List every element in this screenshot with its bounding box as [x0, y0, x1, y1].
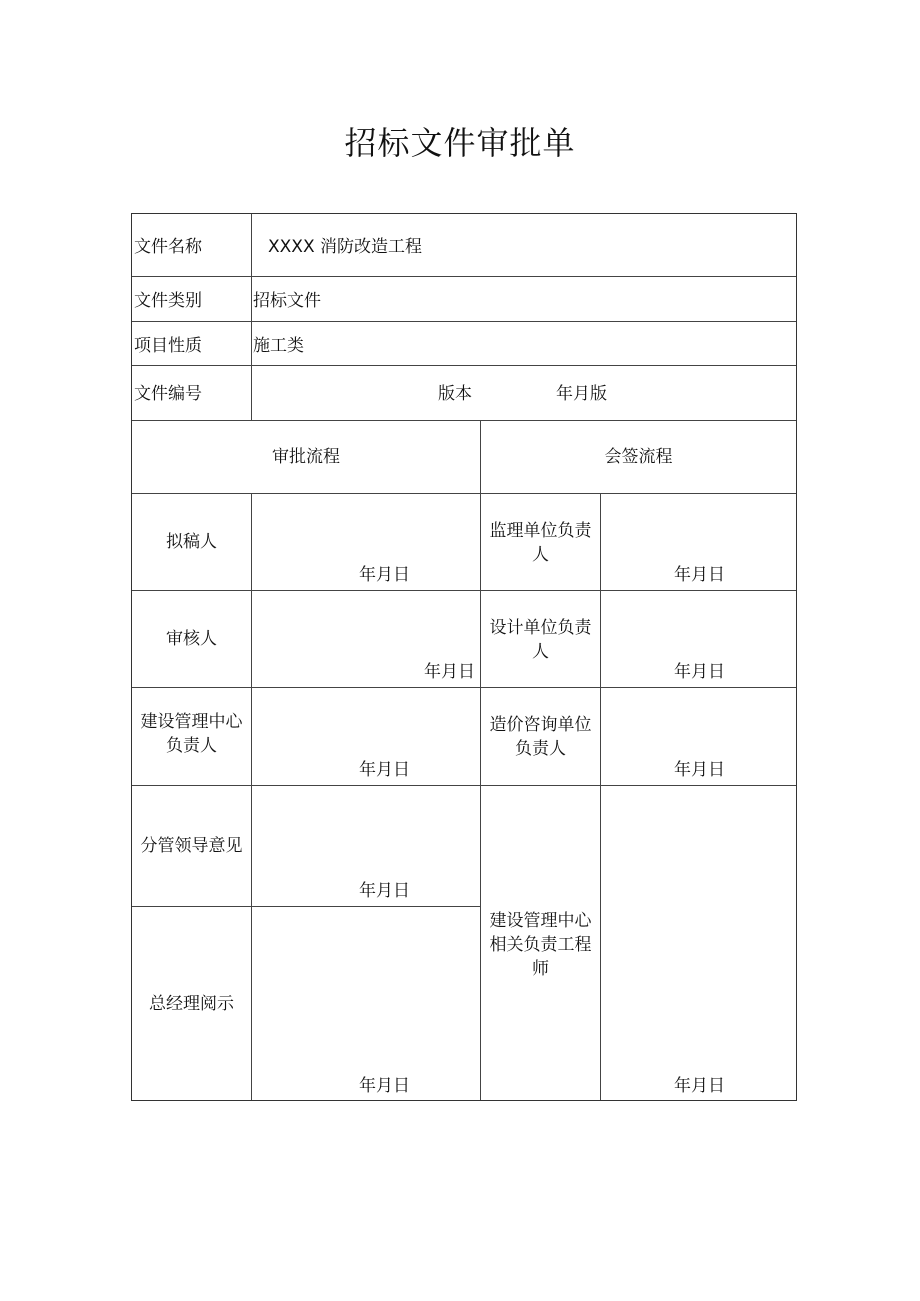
gm-review-label: 总经理阅示	[149, 993, 234, 1014]
designer-date: 年月日	[674, 662, 725, 682]
drafter-date: 年月日	[359, 565, 410, 585]
row-divider	[132, 687, 796, 688]
version-label: 版本	[438, 384, 472, 404]
file-name-value: XXXX 消防改造工程	[268, 237, 422, 257]
col-divider	[600, 493, 601, 1100]
page-title: 招标文件审批单	[344, 124, 576, 162]
approval-process-header: 审批流程	[272, 447, 340, 467]
file-number-label: 文件编号	[134, 384, 202, 404]
reviewer-date: 年月日	[424, 662, 475, 682]
approval-form-table	[131, 213, 797, 1101]
row-divider	[132, 321, 796, 322]
center-head-date: 年月日	[359, 760, 410, 780]
file-name-label: 文件名称	[134, 237, 202, 257]
countersign-process-header: 会签流程	[604, 447, 673, 467]
project-nature-label: 项目性质	[134, 336, 202, 356]
center-engineer-date: 年月日	[674, 1076, 725, 1096]
file-category-label: 文件类别	[134, 291, 202, 311]
center-head-label: 建设管理中心负责人	[140, 712, 243, 756]
project-nature-value: 施工类	[253, 336, 304, 356]
center-engineer-label: 建设管理中心相关负责工程师	[489, 911, 592, 979]
drafter-label: 拟稿人	[166, 532, 217, 552]
leader-opinion-label: 分管领导意见	[140, 836, 243, 856]
leader-opinion-date: 年月日	[359, 881, 410, 901]
col-divider	[251, 493, 252, 1100]
col-divider	[480, 420, 481, 1100]
reviewer-label: 审核人	[166, 629, 217, 649]
supervisor-label: 监理单位负责人	[489, 521, 592, 565]
version-date-label: 年月版	[556, 384, 607, 404]
supervisor-date: 年月日	[674, 565, 725, 585]
cost-consultant-date: 年月日	[674, 760, 725, 780]
col-divider	[251, 214, 252, 420]
row-divider	[132, 276, 796, 277]
file-category-value: 招标文件	[253, 291, 321, 311]
row-divider	[132, 365, 796, 366]
designer-label: 设计单位负责人	[489, 618, 592, 662]
cost-consultant-label: 造价咨询单位负责人	[489, 715, 592, 759]
gm-review-date: 年月日	[359, 1076, 410, 1096]
